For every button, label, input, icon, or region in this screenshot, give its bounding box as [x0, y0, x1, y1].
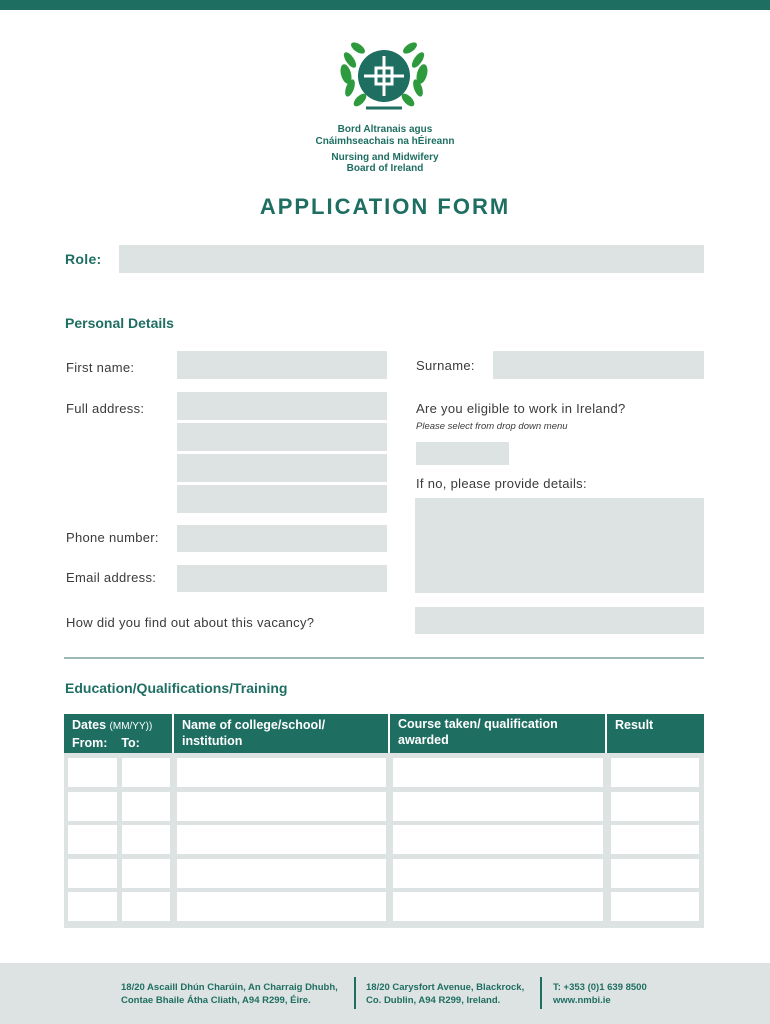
- org-name-english-line1: Nursing and Midwifery: [331, 152, 439, 163]
- course-cell[interactable]: [393, 758, 603, 787]
- email-label: Email address:: [66, 570, 157, 585]
- footer-english-address-line1: 18/20 Carysfort Avenue, Blackrock,: [366, 982, 525, 993]
- to-date-cell[interactable]: [122, 859, 170, 888]
- footer-english-address-line2: Co. Dublin, A94 R299, Ireland.: [366, 994, 501, 1006]
- course-cell[interactable]: [393, 892, 603, 921]
- phone-label: Phone number:: [66, 530, 159, 545]
- form-title: APPLICATION FORM: [259, 194, 511, 219]
- first-name-label: First name:: [66, 360, 135, 375]
- personal-details-heading: Personal Details: [65, 315, 174, 331]
- details-field[interactable]: [415, 498, 704, 593]
- phone-field[interactable]: [177, 525, 387, 552]
- from-date-cell[interactable]: [68, 859, 117, 888]
- from-date-cell[interactable]: [68, 792, 117, 821]
- eligible-label: Are you eligible to work in Ireland?: [416, 401, 626, 416]
- address-line-1-field[interactable]: [177, 392, 387, 420]
- org-name-irish-line1: Bord Altranais agus: [337, 124, 433, 135]
- to-date-cell[interactable]: [122, 792, 170, 821]
- course-cell[interactable]: [393, 792, 603, 821]
- college-cell[interactable]: [177, 825, 386, 854]
- vacancy-field[interactable]: [415, 607, 704, 634]
- result-cell[interactable]: [611, 825, 699, 854]
- top-accent-bar: [0, 0, 770, 10]
- footer-english-address: [366, 982, 524, 1007]
- dates-label: Dates: [72, 718, 107, 732]
- footer-irish-address-line1: 18/20 Ascaill Dhún Charúin, An Charraig Dhubh,: [121, 982, 338, 993]
- education-heading: Education/Qualifications/Training: [65, 680, 288, 696]
- details-label: If no, please provide details:: [416, 476, 587, 491]
- to-date-cell[interactable]: [122, 892, 170, 921]
- result-cell[interactable]: [611, 892, 699, 921]
- nmbi-logo: [336, 36, 432, 116]
- course-cell[interactable]: [393, 859, 603, 888]
- first-name-field[interactable]: [177, 351, 387, 379]
- from-date-cell[interactable]: [68, 892, 117, 921]
- org-name-irish-line2: Cnáimhseachais na hÉireann: [315, 136, 455, 147]
- college-cell[interactable]: [177, 892, 386, 921]
- address-label: Full address:: [66, 401, 145, 416]
- footer-separator: [540, 977, 542, 1009]
- section-divider: [64, 657, 704, 659]
- footer-website: www.nmbi.ie: [553, 994, 611, 1006]
- result-cell[interactable]: [611, 758, 699, 787]
- email-field[interactable]: [177, 565, 387, 592]
- eligible-dropdown[interactable]: [416, 442, 509, 465]
- footer-irish-address-line2: Contae Bhaile Átha Cliath, A94 R299, Éire.: [121, 994, 311, 1006]
- to-date-cell[interactable]: [122, 758, 170, 787]
- college-label-2: institution: [182, 734, 243, 748]
- dates-format: (MM/YY)): [109, 721, 153, 732]
- footer-irish-address: [121, 982, 338, 1007]
- vacancy-label: How did you find out about this vacancy?: [66, 615, 315, 630]
- footer-phone: T: +353 (0)1 639 8500: [553, 982, 647, 993]
- result-column-header: [607, 714, 704, 753]
- role-field[interactable]: [119, 245, 704, 273]
- course-column-header: [390, 714, 605, 753]
- college-label-1: Name of college/school/: [182, 718, 326, 732]
- role-label: Role:: [65, 251, 102, 267]
- course-cell[interactable]: [393, 825, 603, 854]
- result-cell[interactable]: [611, 859, 699, 888]
- footer-contact: [553, 982, 647, 1007]
- result-cell[interactable]: [611, 792, 699, 821]
- to-date-cell[interactable]: [122, 825, 170, 854]
- college-column-header: [174, 714, 388, 753]
- address-line-4-field[interactable]: [177, 485, 387, 513]
- surname-field[interactable]: [493, 351, 704, 379]
- result-label: Result: [615, 718, 654, 732]
- from-date-cell[interactable]: [68, 758, 117, 787]
- college-cell[interactable]: [177, 758, 386, 787]
- from-label: From:: [72, 736, 108, 750]
- college-cell[interactable]: [177, 859, 386, 888]
- course-label-1: Course taken/ qualification: [398, 717, 558, 731]
- surname-label: Surname:: [416, 358, 475, 373]
- college-cell[interactable]: [177, 792, 386, 821]
- dates-column-header: [64, 714, 172, 753]
- footer-separator: [354, 977, 356, 1009]
- eligible-hint: Please select from drop down menu: [416, 421, 568, 432]
- from-date-cell[interactable]: [68, 825, 117, 854]
- address-line-3-field[interactable]: [177, 454, 387, 482]
- org-name-english-line2: Board of Ireland: [346, 163, 424, 174]
- address-line-2-field[interactable]: [177, 423, 387, 451]
- to-label: To:: [121, 736, 140, 750]
- course-label-2: awarded: [398, 733, 449, 747]
